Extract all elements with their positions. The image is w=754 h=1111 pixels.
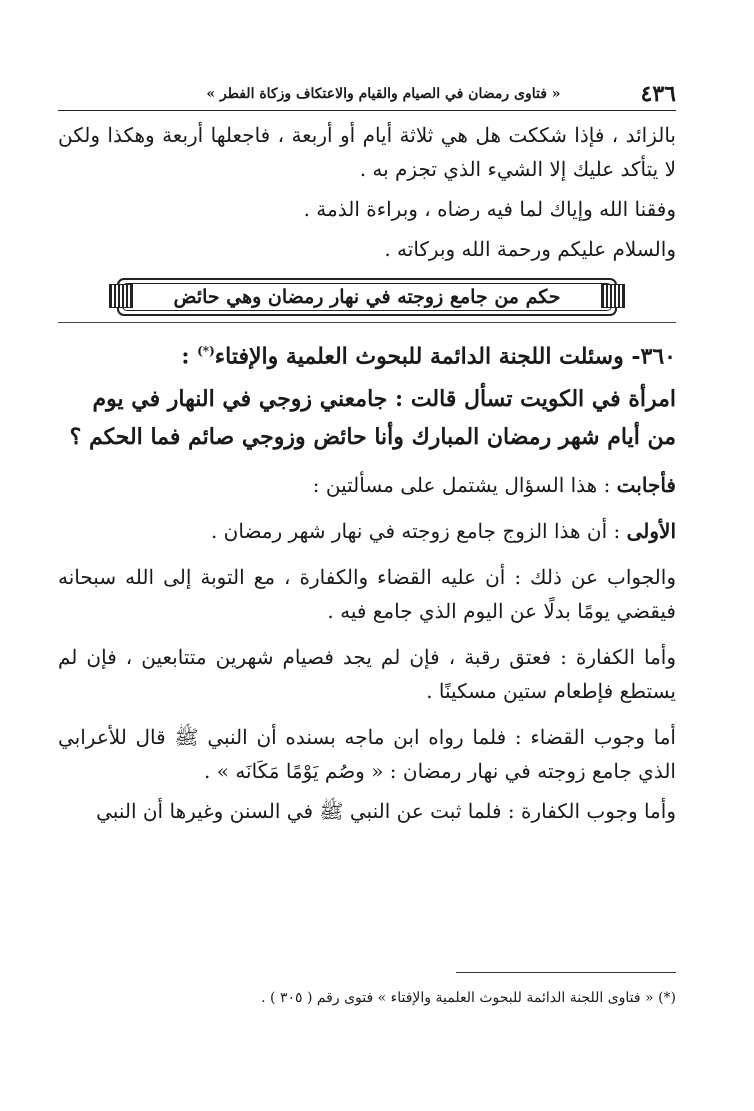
page-body xyxy=(58,118,676,828)
footnote-marker: (*) xyxy=(197,344,215,358)
paragraph: والجواب عن ذلك : أن عليه القضاء والكفارة ، مع التوبة إلى الله سبحانه فيقضي يومًا بدلًا عن اليوم الذي جامع فيه . xyxy=(58,565,676,624)
question-intro: - وسئلت اللجنة الدائمة للبحوث العلمية والإفتاء xyxy=(214,343,641,370)
running-title: « فتاوى رمضان في الصيام والقيام والاعتكاف وزكاة الفطر » xyxy=(206,86,561,102)
first-lead: الأولى xyxy=(626,519,676,544)
page-number: ٤٣٦ xyxy=(640,81,676,107)
question-text: امرأة في الكويت تسأل قالت : جامعني زوجي في النهار في يوم من أيام شهر رمضان المبارك وأنا حائض وزوجي صائم فما الحكم ؟ xyxy=(69,386,676,451)
answer-lead: فأجابت xyxy=(616,473,676,498)
paragraph: بالزائد ، فإذا شككت هل هي ثلاثة أيام أو أربعة ، فاجعلها أربعة وهكذا ولكن لا يتأكد عليك إلا الشيء الذي تجزم به . xyxy=(58,123,676,181)
section-title-banner xyxy=(117,278,617,316)
footnote-divider xyxy=(456,972,676,973)
banner-ornament xyxy=(601,284,625,308)
answer-intro xyxy=(58,468,676,502)
section-divider xyxy=(58,322,676,323)
first-issue xyxy=(58,514,676,548)
paragraph: أما وجوب القضاء : فلما رواه ابن ماجه بسنده أن النبي ﷺ قال للأعرابي الذي جامع زوجته في نهار رمضان : « وصُم يَوْمًا مَكَانَه » . xyxy=(58,725,676,784)
running-head xyxy=(58,82,676,106)
question-number: ٣٦٠ xyxy=(640,343,676,370)
footnote: (*) « فتاوى اللجنة الدائمة للبحوث العلمية والإفتاء » فتوى رقم ( ٣٠٥ ) . xyxy=(261,990,676,1006)
paragraph: وفقنا الله وإياك لما فيه رضاه ، وبراءة الذمة . xyxy=(303,197,676,221)
section-title: حكم من جامع زوجته في نهار رمضان وهي حائض xyxy=(173,286,561,308)
question-heading xyxy=(58,333,676,374)
banner-ornament xyxy=(109,284,133,308)
question-colon: : xyxy=(181,343,198,370)
paragraph: وأما الكفارة : فعتق رقبة ، فإن لم يجد فصيام شهرين متتابعين ، فإن لم يستطع فإطعام ستين مسكينًا . xyxy=(58,645,676,704)
paragraph: والسلام عليكم ورحمة الله وبركاته . xyxy=(384,237,676,261)
answer-intro-text: : هذا السؤال يشتمل على مسألتين : xyxy=(312,473,617,498)
header-divider xyxy=(58,110,676,111)
first-text: : أن هذا الزوج جامع زوجته في نهار شهر رمضان . xyxy=(210,519,627,544)
banner-frame xyxy=(117,278,617,316)
paragraph: وأما وجوب الكفارة : فلما ثبت عن النبي ﷺ في السنن وغيرها أن النبي xyxy=(96,799,676,824)
